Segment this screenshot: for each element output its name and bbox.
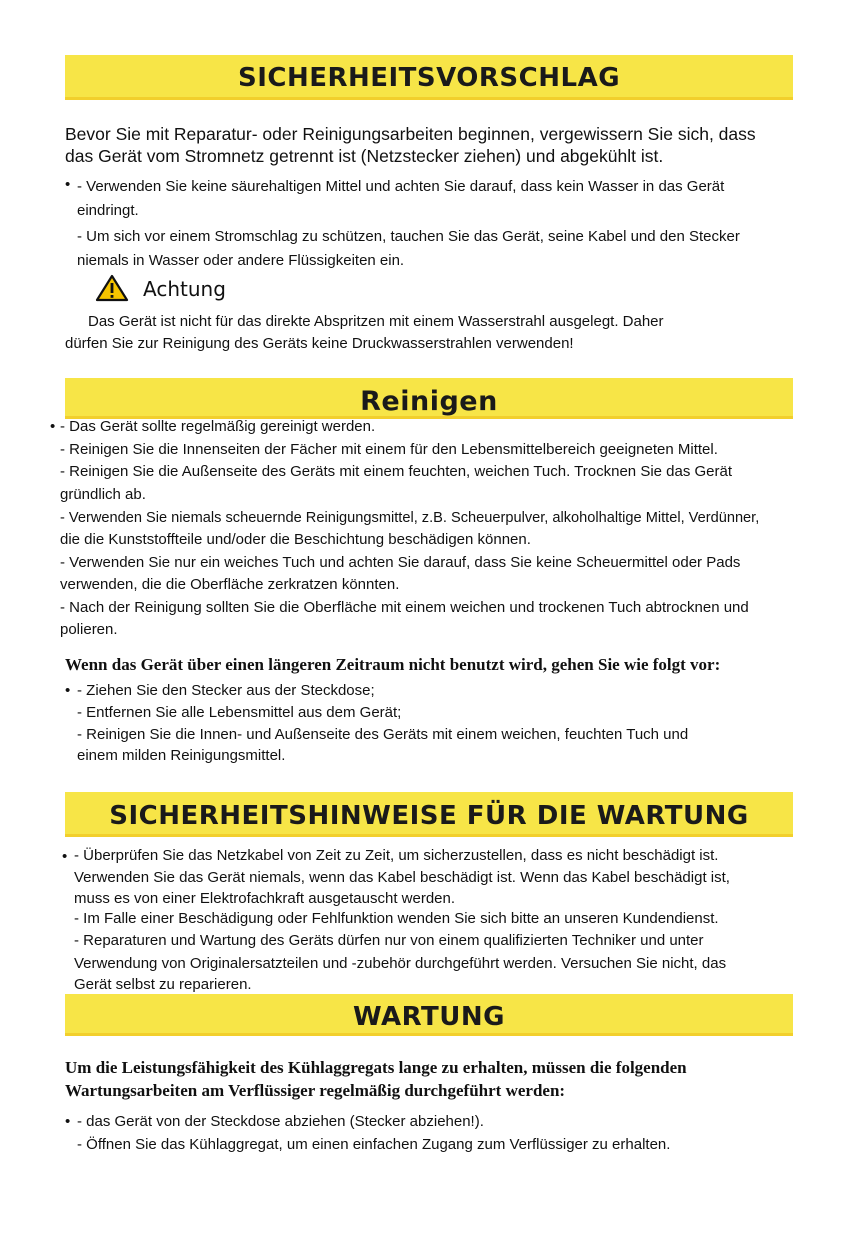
- maintenance-safety-text-line: - Überprüfen Sie das Netzkabel von Zeit zu Zeit, um sicherzustellen, dass es nicht beschädigt ist.: [74, 847, 719, 864]
- cleaning-subheading: Wenn das Gerät über einen längeren Zeitraum nicht benutzt wird, gehen Sie wie folgt vor:: [65, 655, 721, 674]
- section-header-maintenance: WARTUNG: [65, 994, 793, 1036]
- maintenance-intro-line-2: Wartungsarbeiten am Verflüssiger regelmäßig durchgeführt werden:: [65, 1081, 566, 1100]
- maintenance-safety-text-line: muss es von einer Elektrofachkraft ausgetauscht werden.: [74, 890, 456, 907]
- warning-text-line: Das Gerät ist nicht für das direkte Abspritzen mit einem Wasserstrahl ausgelegt. Daher: [88, 313, 664, 330]
- section-header-safety: SICHERHEITSVORSCHLAG: [65, 55, 793, 100]
- safety-intro-line-1: Bevor Sie mit Reparatur- oder Reinigungsarbeiten beginnen, vergewissern Sie sich, dass: [65, 124, 756, 144]
- warning-label: Achtung: [143, 277, 226, 301]
- maintenance-safety-text-line: - Im Falle einer Beschädigung oder Fehlfunktion wenden Sie sich bitte an unseren Kundendienst.: [74, 910, 719, 927]
- bullet: •: [50, 418, 56, 435]
- storage-text-line: - Ziehen Sie den Stecker aus der Steckdose;: [77, 682, 375, 699]
- cleaning-text-line: - Reinigen Sie die Innenseiten der Fächer mit einem für den Lebensmittelbereich geeigneten Mittel.: [60, 441, 718, 458]
- maintenance-safety-text-line: Verwendung von Originalersatzteilen und -zubehör durchgeführt werden. Versuchen Sie nicht, das: [74, 955, 727, 972]
- cleaning-text-line: - Das Gerät sollte regelmäßig gereinigt werden.: [60, 418, 376, 435]
- maintenance-safety-text-line: - Reparaturen und Wartung des Geräts dürfen nur von einem qualifizierten Techniker und unter: [74, 932, 704, 949]
- storage-text-line: - Reinigen Sie die Innen- und Außenseite des Geräts mit einem weichen, feuchten Tuch und: [77, 726, 689, 743]
- storage-text-line: einem milden Reinigungsmittel.: [77, 747, 286, 764]
- maintenance-text-line: - Öffnen Sie das Kühlaggregat, um einen einfachen Zugang zum Verflüssiger zu erhalten.: [77, 1136, 671, 1153]
- warning-triangle-icon: [95, 274, 129, 302]
- safety-text-line: - Verwenden Sie keine säurehaltigen Mittel und achten Sie darauf, dass kein Wasser in das Gerät: [77, 178, 725, 195]
- cleaning-text-line: gründlich ab.: [60, 486, 146, 503]
- maintenance-intro-line-1: Um die Leistungsfähigkeit des Kühlaggregats lange zu erhalten, müssen die folgenden: [65, 1058, 687, 1077]
- bullet: •: [65, 1113, 71, 1130]
- warning-text-line: dürfen Sie zur Reinigung des Geräts keine Druckwasserstrahlen verwenden!: [65, 335, 574, 352]
- cleaning-text-line: verwenden, die die Oberfläche zerkratzen könnten.: [60, 576, 400, 593]
- safety-text-line: - Um sich vor einem Stromschlag zu schützen, tauchen Sie das Gerät, seine Kabel und den Stecker: [77, 228, 740, 245]
- maintenance-safety-text-line: Verwenden Sie das Gerät niemals, wenn das Kabel beschädigt ist. Wenn das Kabel beschädigt ist,: [74, 869, 730, 886]
- maintenance-safety-text-line: Gerät selbst zu reparieren.: [74, 976, 252, 993]
- cleaning-text-line: die die Kunststoffteile und/oder die Beschichtung beschädigen können.: [60, 531, 531, 548]
- cleaning-text-line: - Reinigen Sie die Außenseite des Geräts mit einem feuchten, weichen Tuch. Trocknen Sie das Gerät: [60, 463, 733, 480]
- bullet: •: [62, 848, 68, 865]
- bullet: •: [65, 682, 71, 699]
- section-header-maintenance-safety: SICHERHEITSHINWEISE FÜR DIE WARTUNG: [65, 792, 793, 837]
- cleaning-text-line: - Verwenden Sie niemals scheuernde Reinigungsmittel, z.B. Scheuerpulver, alkoholhaltige Mittel, Verdünner,: [60, 510, 760, 526]
- storage-text-line: - Entfernen Sie alle Lebensmittel aus dem Gerät;: [77, 704, 402, 721]
- safety-text-line: eindringt.: [77, 202, 139, 219]
- safety-intro-line-2: das Gerät vom Stromnetz getrennt ist (Netzstecker ziehen) und abgekühlt ist.: [65, 146, 664, 166]
- maintenance-text-line: - das Gerät von der Steckdose abziehen (Stecker abziehen!).: [77, 1113, 484, 1130]
- cleaning-text-line: - Verwenden Sie nur ein weiches Tuch und achten Sie darauf, dass Sie keine Scheuermittel oder Pads: [60, 554, 741, 571]
- cleaning-text-line: polieren.: [60, 621, 118, 638]
- section-header-cleaning: Reinigen: [65, 378, 793, 419]
- cleaning-text-line: - Nach der Reinigung sollten Sie die Oberfläche mit einem weichen und trockenen Tuch abtrocknen und: [60, 599, 749, 616]
- safety-text-line: niemals in Wasser oder andere Flüssigkeiten ein.: [77, 252, 405, 269]
- bullet: •: [65, 176, 71, 193]
